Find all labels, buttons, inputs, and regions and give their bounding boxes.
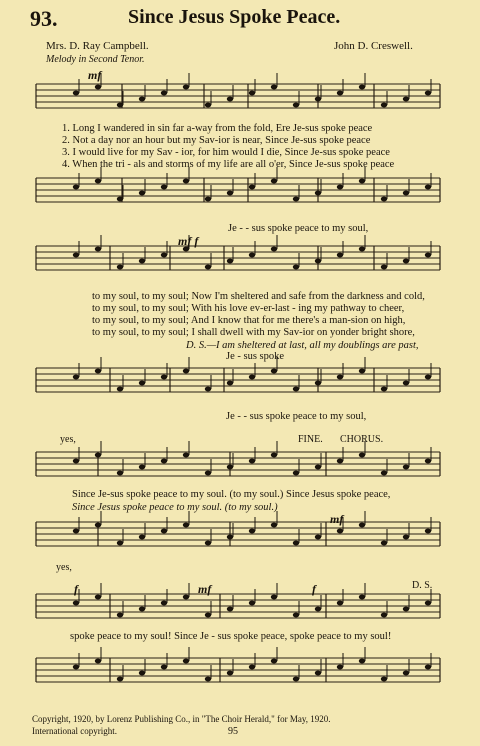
note-head xyxy=(271,85,277,90)
note-head xyxy=(249,375,255,380)
note-head xyxy=(183,179,189,184)
note-head xyxy=(381,103,387,108)
verse-line-2: 2. Not a day nor an hour but my Sav-ior is near, Since Je-sus spoke peace xyxy=(62,135,371,146)
note-head xyxy=(139,535,145,540)
verse-line-2: to my soul, to my soul; With his love ev-er-last - ing my pathway to cheer, xyxy=(92,303,405,314)
note-head xyxy=(249,91,255,96)
note-head xyxy=(425,529,431,534)
note-head xyxy=(227,97,233,102)
dynamic-f: f xyxy=(312,582,316,596)
composer-credit: John D. Creswell. xyxy=(334,40,413,52)
note-head xyxy=(227,465,233,470)
note-head xyxy=(359,523,365,528)
note-head xyxy=(337,375,343,380)
dynamic-mf: mf xyxy=(88,68,102,82)
note-head xyxy=(293,103,299,108)
note-head xyxy=(403,259,409,264)
note-head xyxy=(95,369,101,374)
note-head xyxy=(183,523,189,528)
note-head xyxy=(139,191,145,196)
note-head xyxy=(205,387,211,392)
note-head xyxy=(381,197,387,202)
note-head xyxy=(95,595,101,600)
note-head xyxy=(337,459,343,464)
note-head xyxy=(73,529,79,534)
note-head xyxy=(117,613,123,618)
note-head xyxy=(315,191,321,196)
chorus-lyric-italic: Since Jesus spoke peace to my soul. (to my soul.) xyxy=(72,502,278,513)
fine-label: FINE. xyxy=(298,434,323,445)
melody-note: Melody in Second Tenor. xyxy=(46,54,145,65)
note-head xyxy=(337,253,343,258)
note-head xyxy=(161,185,167,190)
note-head xyxy=(73,665,79,670)
copyright: Copyright, 1920, by Lorenz Publishing Co., in "The Choir Herald," for May, 1920. xyxy=(32,714,331,724)
note-head xyxy=(315,671,321,676)
note-head xyxy=(117,541,123,546)
note-head xyxy=(271,369,277,374)
note-head xyxy=(381,387,387,392)
note-head xyxy=(293,613,299,618)
note-head xyxy=(139,259,145,264)
note-head xyxy=(227,607,233,612)
note-head xyxy=(359,453,365,458)
note-head xyxy=(381,541,387,546)
note-head xyxy=(337,529,343,534)
note-head xyxy=(161,375,167,380)
note-head xyxy=(205,103,211,108)
note-head xyxy=(293,471,299,476)
note-head xyxy=(205,541,211,546)
yes-text: yes, xyxy=(60,434,76,445)
note-head xyxy=(381,471,387,476)
note-head xyxy=(161,529,167,534)
note-head xyxy=(425,601,431,606)
note-head xyxy=(403,607,409,612)
note-head xyxy=(271,247,277,252)
note-head xyxy=(95,247,101,252)
note-head xyxy=(95,523,101,528)
note-head xyxy=(293,677,299,682)
hymn-title: Since Jesus Spoke Peace. xyxy=(128,6,341,28)
international-copyright: International copyright. xyxy=(32,726,117,736)
note-head xyxy=(381,677,387,682)
note-head xyxy=(205,197,211,202)
note-head xyxy=(403,535,409,540)
system2-top-text: Je - - sus spoke peace to my soul, xyxy=(228,223,369,234)
note-head xyxy=(315,259,321,264)
yes-text: yes, xyxy=(56,562,72,573)
note-head xyxy=(293,197,299,202)
note-head xyxy=(293,541,299,546)
note-head xyxy=(425,375,431,380)
note-head xyxy=(161,601,167,606)
note-head xyxy=(227,191,233,196)
note-head xyxy=(271,453,277,458)
verse-line-1: 1. Long I wandered in sin far a-way from the fold, Ere Je-sus spoke peace xyxy=(62,123,373,134)
page-number: 95 xyxy=(228,726,238,737)
note-head xyxy=(161,91,167,96)
chorus-label: CHORUS. xyxy=(340,434,384,445)
bass-text: Je - - sus spoke peace to my soul, xyxy=(226,411,367,422)
note-head xyxy=(271,523,277,528)
note-head xyxy=(95,85,101,90)
note-head xyxy=(403,97,409,102)
verse-line-3: to my soul, to my soul; And I know that for me there's a man-sion on high, xyxy=(92,315,406,326)
note-head xyxy=(425,665,431,670)
note-head xyxy=(293,265,299,270)
chorus-lyric: Since Je-sus spoke peace to my soul. (to my soul.) Since Jesus spoke peace, xyxy=(72,489,391,500)
note-head xyxy=(381,265,387,270)
note-head xyxy=(249,459,255,464)
note-head xyxy=(359,247,365,252)
note-head xyxy=(139,607,145,612)
note-head xyxy=(425,185,431,190)
ds-label: D. S. xyxy=(412,580,433,591)
note-head xyxy=(117,387,123,392)
note-head xyxy=(183,453,189,458)
dynamic-f: f xyxy=(74,582,78,596)
note-head xyxy=(315,97,321,102)
note-head xyxy=(315,607,321,612)
note-head xyxy=(403,381,409,386)
note-head xyxy=(271,595,277,600)
note-head xyxy=(425,253,431,258)
note-head xyxy=(425,91,431,96)
note-head xyxy=(315,535,321,540)
note-head xyxy=(205,613,211,618)
note-head xyxy=(249,253,255,258)
note-head xyxy=(359,179,365,184)
note-head xyxy=(205,265,211,270)
note-head xyxy=(337,185,343,190)
note-head xyxy=(183,369,189,374)
note-head xyxy=(359,369,365,374)
note-head xyxy=(117,265,123,270)
note-head xyxy=(293,387,299,392)
ds-line: D. S.—I am sheltered at last, all my doublings are past, xyxy=(186,340,419,351)
note-head xyxy=(205,471,211,476)
note-head xyxy=(139,97,145,102)
note-head xyxy=(359,659,365,664)
note-head xyxy=(183,85,189,90)
note-head xyxy=(117,197,123,202)
note-head xyxy=(95,179,101,184)
note-head xyxy=(359,85,365,90)
note-head xyxy=(337,665,343,670)
note-head xyxy=(73,253,79,258)
note-head xyxy=(337,91,343,96)
note-head xyxy=(381,613,387,618)
note-head xyxy=(249,185,255,190)
hymn-number: 93. xyxy=(30,6,58,31)
note-head xyxy=(227,259,233,264)
note-head xyxy=(73,185,79,190)
note-head xyxy=(73,91,79,96)
note-head xyxy=(139,381,145,386)
note-head xyxy=(95,659,101,664)
note-head xyxy=(183,595,189,600)
note-head xyxy=(183,659,189,664)
note-head xyxy=(315,381,321,386)
note-head xyxy=(205,677,211,682)
note-head xyxy=(271,179,277,184)
dynamic-mf: mf xyxy=(330,512,344,526)
note-head xyxy=(359,595,365,600)
note-head xyxy=(249,665,255,670)
verse-line-4: 4. When the tri - als and storms of my life are all o'er, Since Je-sus spoke peace xyxy=(62,159,395,170)
note-head xyxy=(227,535,233,540)
note-head xyxy=(403,671,409,676)
note-head xyxy=(403,465,409,470)
verse-line-1: to my soul, to my soul; Now I'm sheltered and safe from the darkness and cold, xyxy=(92,291,425,302)
final-lyric: spoke peace to my soul! Since Je - sus spoke peace, spoke peace to my soul! xyxy=(70,631,392,642)
note-head xyxy=(117,677,123,682)
note-head xyxy=(95,453,101,458)
verse-line-4: to my soul, to my soul; I shall dwell with my Sav-ior on yonder bright shore, xyxy=(92,327,415,338)
note-head xyxy=(227,381,233,386)
note-head xyxy=(425,459,431,464)
note-head xyxy=(227,671,233,676)
note-head xyxy=(139,465,145,470)
note-head xyxy=(315,465,321,470)
verse-line-3: 3. I would live for my Sav - ior, for him would I die, Since Je-sus spoke peace xyxy=(62,147,390,158)
bass-text: Je - sus spoke xyxy=(226,351,285,362)
note-head xyxy=(249,601,255,606)
lyricist-credit: Mrs. D. Ray Campbell. xyxy=(46,40,149,52)
note-head xyxy=(73,601,79,606)
note-head xyxy=(117,103,123,108)
note-head xyxy=(139,671,145,676)
note-head xyxy=(161,665,167,670)
note-head xyxy=(271,659,277,664)
note-head xyxy=(161,253,167,258)
note-head xyxy=(161,459,167,464)
note-head xyxy=(337,601,343,606)
note-head xyxy=(117,471,123,476)
dynamic-mf: mf xyxy=(198,582,212,596)
note-head xyxy=(73,375,79,380)
note-head xyxy=(403,191,409,196)
note-head xyxy=(249,529,255,534)
dynamic-mf-f: mf f xyxy=(178,234,199,248)
note-head xyxy=(73,459,79,464)
